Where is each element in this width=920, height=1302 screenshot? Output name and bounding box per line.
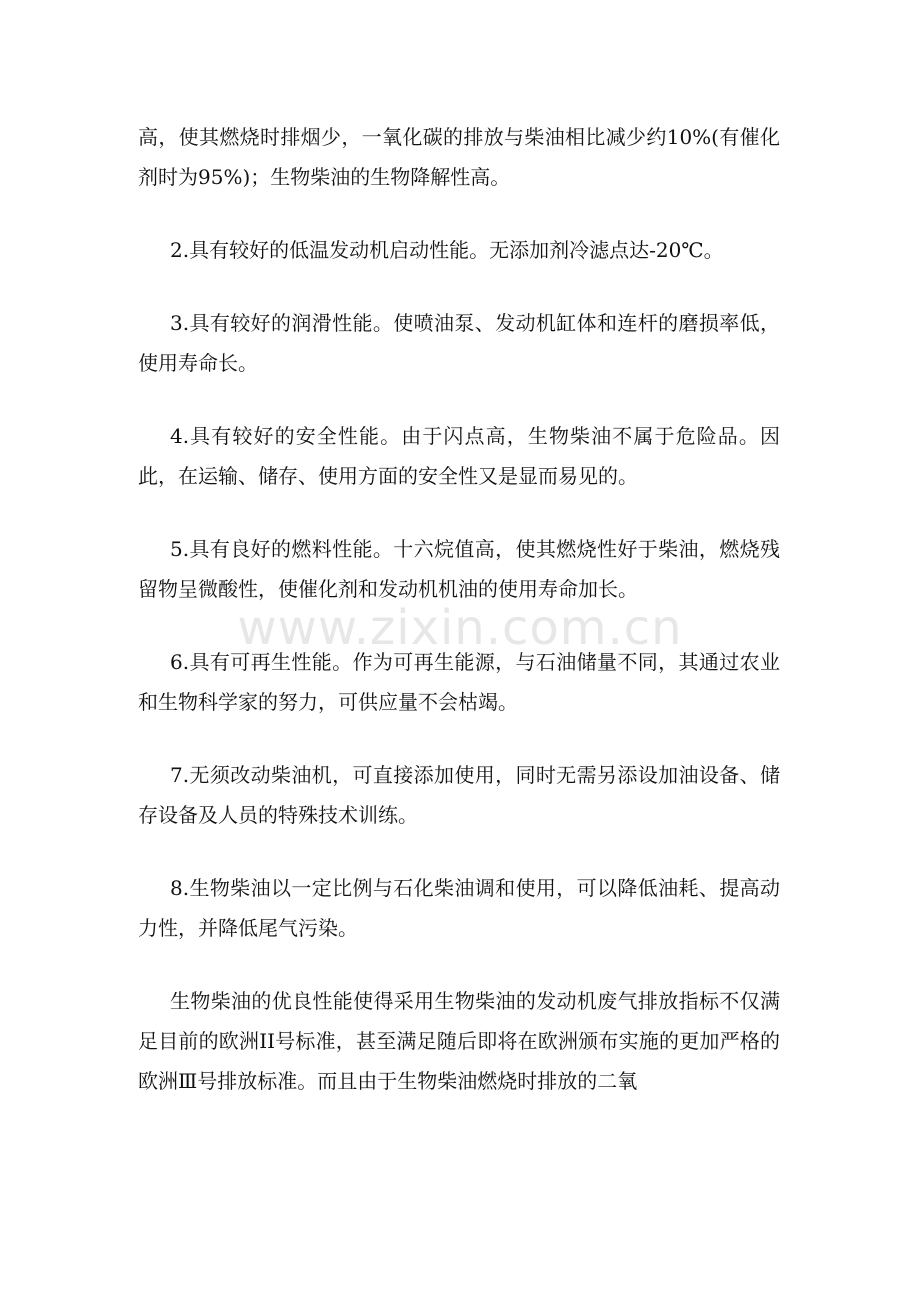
paragraph-item-2: 2.具有较好的低温发动机启动性能。无添加剂冷滤点达-20℃。 <box>170 238 724 262</box>
paragraph-item-5: 5.具有良好的燃料性能。十六烷值高，使其燃烧性好于柴油，燃烧残留物呈微酸性，使催化剂和发动机机油的使用寿命加长。 <box>138 537 780 601</box>
paragraph-item-8: 8.生物柴油以一定比例与石化柴油调和使用，可以降低油耗、提高动力性，并降低尾气污染。 <box>138 876 780 940</box>
paragraph-item-6: 6.具有可再生性能。作为可再生能源，与石油储量不同，其通过农业和生物科学家的努力，可供应量不会枯竭。 <box>138 650 780 714</box>
paragraph-item-7: 7.无须改动柴油机，可直接添加使用，同时无需另添设加油设备、储存设备及人员的特殊技术训练。 <box>138 763 780 827</box>
paragraph-summary: 生物柴油的优良性能使得采用生物柴油的发动机废气排放指标不仅满足目前的欧洲II号标准，甚至满足随后即将在欧洲颁布实施的更加严格的欧洲Ⅲ号排放标准。而且由于生物柴油燃烧时排放的二氧 <box>138 989 780 1093</box>
watermark-text: www.zixin.com.cn <box>237 600 683 656</box>
paragraph-item-4: 4.具有较好的安全性能。由于闪点高，生物柴油不属于危险品。因此，在运输、储存、使用方面的安全性又是显而易见的。 <box>138 424 780 488</box>
paragraph-continuation: 高，使其燃烧时排烟少，一氧化碳的排放与柴油相比减少约10%(有催化剂时为95%)；生物柴油的生物降解性高。 <box>138 125 780 189</box>
document-body <box>138 117 780 1101</box>
paragraph-item-3: 3.具有较好的润滑性能。使喷油泵、发动机缸体和连杆的磨损率低，使用寿命长。 <box>138 311 780 375</box>
